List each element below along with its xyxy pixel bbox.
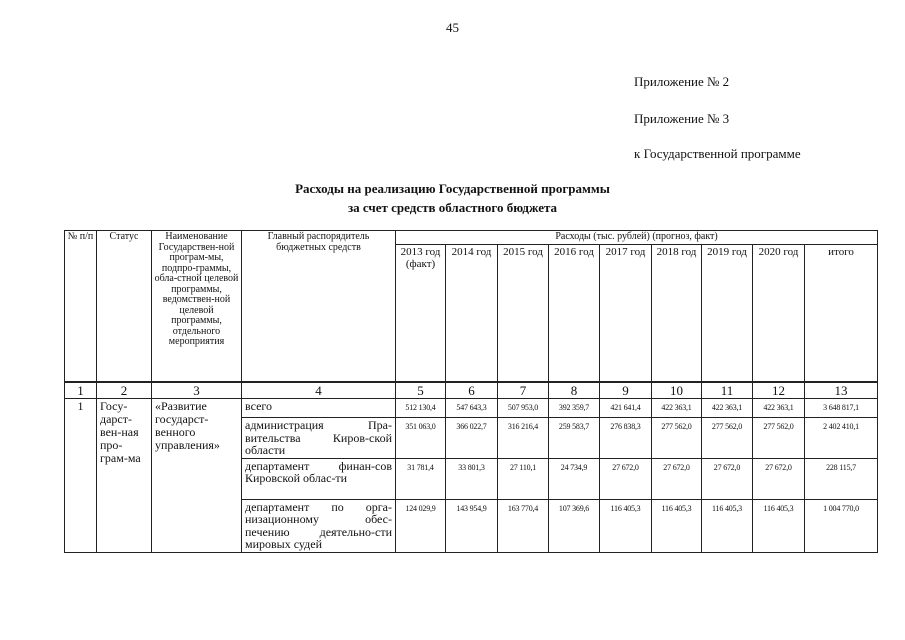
value-cell: 228 115,7: [805, 458, 878, 499]
value-cell: 27 672,0: [600, 458, 652, 499]
header-year-2015: 2015 год: [498, 245, 549, 383]
value-cell: 422 363,1: [702, 399, 753, 418]
header-year-2019: 2019 год: [702, 245, 753, 383]
column-number: 3: [152, 382, 242, 399]
header-year-2018: 2018 год: [652, 245, 702, 383]
value-cell: 107 369,6: [549, 499, 600, 552]
header-row-1: [65, 231, 878, 245]
appendix-line-2: Приложение № 3: [634, 111, 730, 126]
appendix-line-1: Приложение № 2: [634, 74, 730, 89]
program-name: «Развитие государст-венного управления»: [152, 399, 242, 553]
value-cell: 31 781,4: [396, 458, 446, 499]
header-year-2017: 2017 год: [600, 245, 652, 383]
header-no: № п/п: [65, 231, 97, 383]
value-cell: 422 363,1: [753, 399, 805, 418]
column-numbers-row: [65, 382, 878, 399]
value-cell: 366 022,7: [446, 418, 498, 459]
manager-cell: департамент по орга-низационному обес-печению деятельно-сти мировых судей: [242, 499, 396, 552]
expenses-table: [64, 230, 878, 553]
value-cell: 277 562,0: [702, 418, 753, 459]
value-cell: 163 770,4: [498, 499, 549, 552]
page-number: 45: [446, 20, 459, 35]
value-cell: 27 110,1: [498, 458, 549, 499]
document-title: [0, 179, 905, 217]
value-cell: 24 734,9: [549, 458, 600, 499]
value-cell: 277 562,0: [753, 418, 805, 459]
value-cell: 392 359,7: [549, 399, 600, 418]
title-line-1: Расходы на реализацию Государственной программы: [295, 181, 610, 196]
appendix-line-3: к Государственной программе: [634, 146, 801, 161]
header-total: итого: [805, 245, 878, 383]
value-cell: 422 363,1: [652, 399, 702, 418]
value-cell: 116 405,3: [652, 499, 702, 552]
value-cell: 547 643,3: [446, 399, 498, 418]
value-cell: 33 801,3: [446, 458, 498, 499]
column-number: 4: [242, 382, 396, 399]
table-row: [65, 399, 878, 418]
value-cell: 316 216,4: [498, 418, 549, 459]
header-expenses: Расходы (тыс. рублей) (прогноз, факт): [396, 231, 878, 245]
value-cell: 2 402 410,1: [805, 418, 878, 459]
header-year-2016: 2016 год: [549, 245, 600, 383]
manager-cell: администрация Пра-вительства Киров-ской области: [242, 418, 396, 459]
value-cell: 116 405,3: [702, 499, 753, 552]
value-cell: 124 029,9: [396, 499, 446, 552]
value-cell: 143 954,9: [446, 499, 498, 552]
column-number: 10: [652, 382, 702, 399]
header-manager: Главный распорядитель бюджетных средств: [242, 231, 396, 383]
column-number: 6: [446, 382, 498, 399]
column-number: 11: [702, 382, 753, 399]
program-number: 1: [65, 399, 97, 553]
title-line-2: за счет средств областного бюджета: [347, 200, 558, 215]
value-cell: 3 648 817,1: [805, 399, 878, 418]
value-cell: 1 004 770,0: [805, 499, 878, 552]
value-cell: 259 583,7: [549, 418, 600, 459]
manager-cell: департамент финан-сов Кировской облас-ти: [242, 458, 396, 499]
value-cell: 421 641,4: [600, 399, 652, 418]
value-cell: 27 672,0: [753, 458, 805, 499]
column-number: 5: [396, 382, 446, 399]
value-cell: 116 405,3: [600, 499, 652, 552]
column-number: 13: [805, 382, 878, 399]
manager-cell: всего: [242, 399, 396, 418]
value-cell: 277 562,0: [652, 418, 702, 459]
column-number: 12: [753, 382, 805, 399]
column-number: 7: [498, 382, 549, 399]
program-status: Госу-дарст-вен-ная про-грам-ма: [97, 399, 152, 553]
header-year-2020: 2020 год: [753, 245, 805, 383]
value-cell: 351 063,0: [396, 418, 446, 459]
value-cell: 512 130,4: [396, 399, 446, 418]
value-cell: 27 672,0: [652, 458, 702, 499]
value-cell: 27 672,0: [702, 458, 753, 499]
value-cell: 276 838,3: [600, 418, 652, 459]
column-number: 8: [549, 382, 600, 399]
value-cell: 507 953,0: [498, 399, 549, 418]
header-name: Наименование Государствен-ной програм-мы, подпро-граммы, обла-стной целевой программы, ведомствен-ной целевой программы, отдельного мероприятия: [152, 231, 242, 383]
column-number: 1: [65, 382, 97, 399]
value-cell: 116 405,3: [753, 499, 805, 552]
header-status: Статус: [97, 231, 152, 383]
header-year-2013: 2013 год (факт): [396, 245, 446, 383]
column-number: 2: [97, 382, 152, 399]
column-number: 9: [600, 382, 652, 399]
header-year-2014: 2014 год: [446, 245, 498, 383]
